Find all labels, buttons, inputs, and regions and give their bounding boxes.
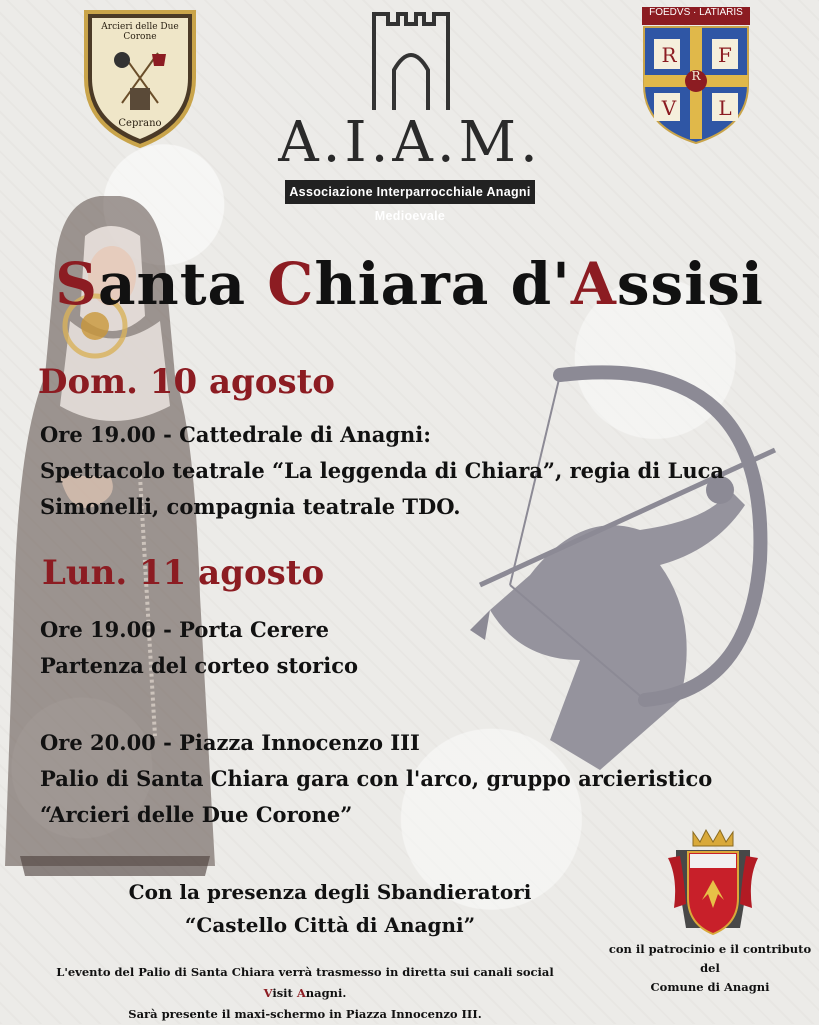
title-part-3: ssisi xyxy=(616,250,764,318)
visit-word: isit xyxy=(272,986,297,1000)
footer-line-2 xyxy=(20,983,590,1004)
patronage-note xyxy=(600,940,819,997)
left-shield-bottom-text: Ceprano xyxy=(118,118,162,129)
presence-line-2: “Castello Città di Anagni” xyxy=(184,913,476,937)
right-shield-letter-l: L xyxy=(718,96,732,120)
day1-line-2: Spettacolo teatrale “La leggenda di Chiara”, regia di Luca xyxy=(40,458,725,483)
comune-anagni-crest xyxy=(668,828,758,940)
footer-line-3: Sarà presente il maxi-schermo in Piazza Innocenzo III. xyxy=(128,1007,482,1021)
day1-line-3: Simonelli, compagnia teatrale TDO. xyxy=(40,494,461,519)
day1-details xyxy=(40,417,724,525)
patronage-line-1: con il patrocinio e il contributo xyxy=(608,942,812,956)
footer-line-1: L'evento del Palio di Santa Chiara verrà trasmesso in diretta sui canali social xyxy=(56,965,554,979)
title-initial-s: S xyxy=(55,250,98,318)
day2-line-3: Ore 20.00 - Piazza Innocenzo III xyxy=(40,730,420,755)
right-shield-letter-f: F xyxy=(718,43,732,67)
day2-line-4: Palio di Santa Chiara gara con l'arco, gruppo arcieristico xyxy=(40,766,713,791)
flag-wavers-note xyxy=(100,876,560,942)
right-shield-letter-r: R xyxy=(661,43,677,67)
title-initial-a: A xyxy=(570,250,617,318)
presence-line-1: Con la presenza degli Sbandieratori xyxy=(128,880,532,904)
aiam-name: A.I.A.M. xyxy=(278,110,542,175)
anagni-word: nagni. xyxy=(305,986,347,1000)
anagni-initial-a: A xyxy=(296,986,306,1000)
right-shield-letter-center: R xyxy=(691,69,701,83)
day1-heading: Dom. 10 agosto xyxy=(38,362,335,402)
title-initial-c: C xyxy=(267,250,315,318)
day2-details-b xyxy=(40,725,712,833)
title-part-1: anta xyxy=(97,250,268,318)
title-part-2: hiara d' xyxy=(314,250,571,318)
aiam-logo xyxy=(275,10,545,223)
event-title xyxy=(0,250,819,318)
tower-icon xyxy=(370,10,452,110)
patronage-line-3: Comune di Anagni xyxy=(650,980,770,994)
left-shield-top-text: Arcieri delle Due Corone xyxy=(101,22,179,42)
day2-line-1: Ore 19.00 - Porta Cerere xyxy=(40,617,329,642)
aiam-full-name: Associazione Interparrocchiale Anagni Medioevale xyxy=(285,180,535,204)
day2-details-a xyxy=(40,612,358,684)
patronage-line-2: del xyxy=(700,961,720,975)
day1-line-1: Ore 19.00 - Cattedrale di Anagni: xyxy=(40,422,432,447)
right-shield-letter-v: V xyxy=(661,96,677,120)
visit-initial-v: V xyxy=(263,986,273,1000)
right-shield-banner: FOEDVS · LATIARIS xyxy=(649,7,743,18)
day2-line-5: “Arcieri delle Due Corone” xyxy=(40,802,353,827)
broadcast-note xyxy=(20,962,590,1025)
day2-heading: Lun. 11 agosto xyxy=(42,553,325,593)
day2-line-2: Partenza del corteo storico xyxy=(40,653,359,678)
